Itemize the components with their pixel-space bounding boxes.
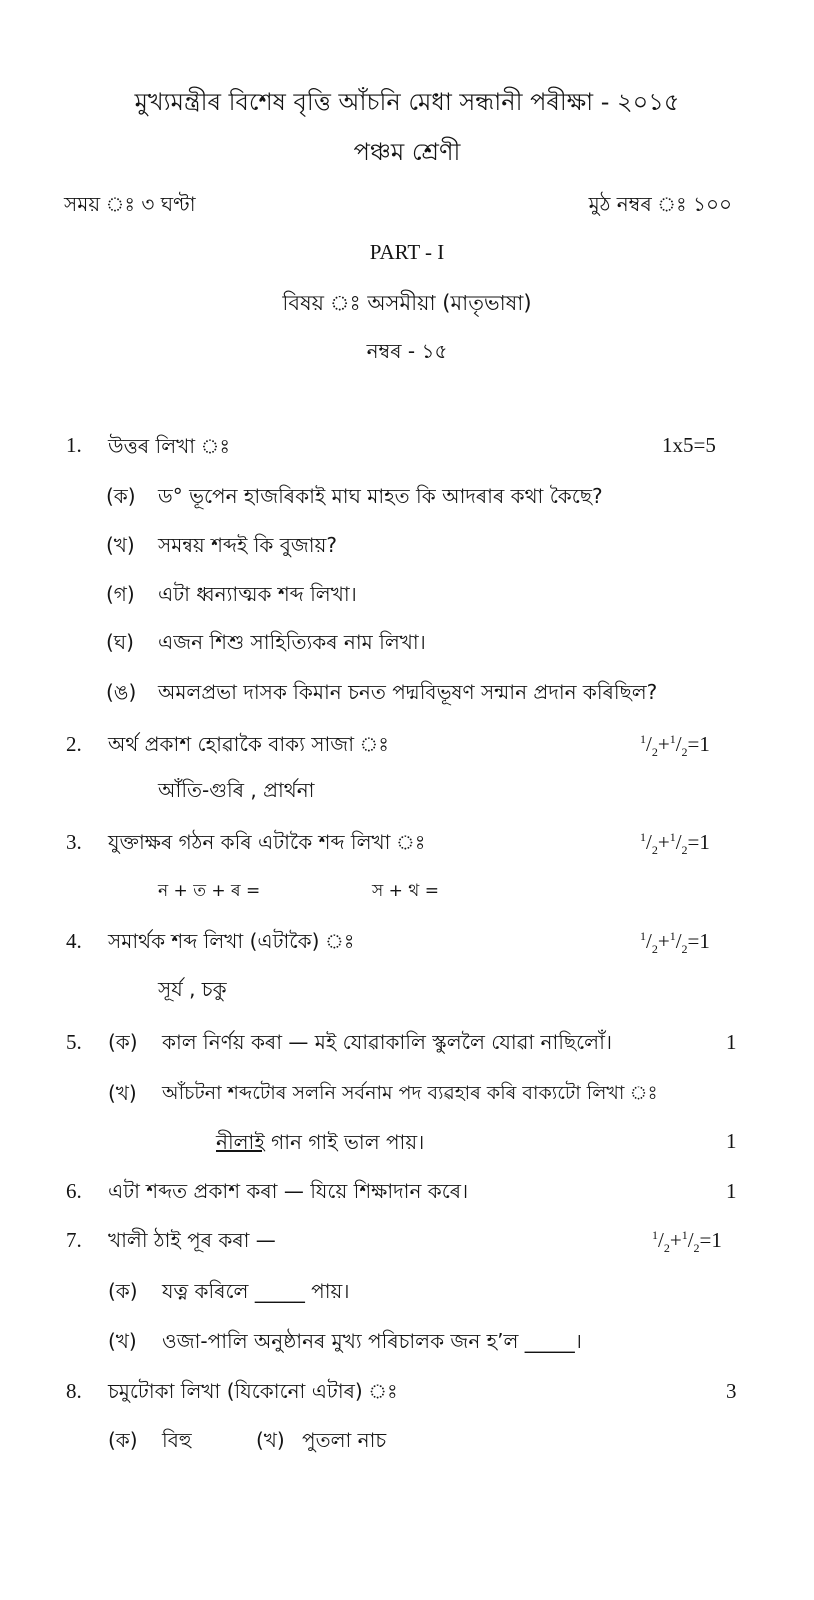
question-marks: $^1/_2+^1/_2=1$ (652, 1228, 722, 1256)
question-text: চমুটোকা লিখা (যিকোনো এটাৰ) ঃ (108, 1379, 398, 1403)
sub-label: (ক) (108, 1428, 138, 1452)
given-words: সূৰ্য , চকু (158, 977, 227, 1001)
question-text: যুক্তাক্ষৰ গঠন কৰি এটাকৈ শব্দ লিখা ঃ (108, 830, 426, 854)
sub-question: পুতলা নাচ (302, 1428, 387, 1452)
question-number: 7. (66, 1228, 82, 1252)
question-marks: 1 (726, 1129, 737, 1153)
sub-question: যত্ন কৰিলে _____ পায়। (162, 1279, 350, 1303)
subject-label: বিষয় ঃ অসমীয়া (মাতৃভাষা) (282, 291, 532, 315)
question-text: সমাৰ্থক শব্দ লিখা (এটাকৈ) ঃ (108, 929, 355, 953)
question-text: খালী ঠাই পূৰ কৰা — (108, 1228, 276, 1252)
question-marks: $^1/_2+^1/_2=1$ (640, 929, 710, 957)
exam-title: মুখ্যমন্ত্ৰীৰ বিশেষ বৃত্তি আঁচনি মেধা সন্ধানী পৰীক্ষা - ২০১৫ (134, 88, 680, 116)
question-text: উত্তৰ লিখা ঃ (108, 434, 230, 458)
question-marks: 1 (726, 1030, 737, 1054)
sub-label: (খ) (108, 1329, 137, 1353)
question-marks: 3 (726, 1379, 737, 1403)
sub-label: (ক) (108, 1030, 138, 1054)
underlined-word: নীলাই (216, 1130, 265, 1154)
sub-question: এটা ধ্বন্যাত্মক শব্দ লিখা। (158, 582, 357, 606)
sub-question: কাল নিৰ্ণয় কৰা — মই যোৱাকালি স্কুললৈ যোৱা নাছিলোঁ। (162, 1030, 613, 1054)
question-marks: 1x5=5 (662, 433, 716, 457)
sub-question: ওজা-পালি অনুষ্ঠানৰ মুখ্য পৰিচালক জন হ’ল _____। (162, 1329, 582, 1353)
sub-question: অমলপ্ৰভা দাসক কিমান চনত পদ্মবিভূষণ সন্মান প্ৰদান কৰিছিল? (158, 680, 658, 704)
question-marks: $^1/_2+^1/_2=1$ (640, 830, 710, 858)
conjunct-right: স + থ = (372, 881, 439, 901)
sub-question: এজন শিশু সাহিত্যিকৰ নাম লিখা। (158, 630, 426, 654)
sub-label: (ঘ) (106, 630, 134, 654)
question-number: 2. (66, 732, 82, 756)
sub-question: বিহু (162, 1428, 192, 1452)
question-number: 6. (66, 1179, 82, 1203)
sub-label: (খ) (108, 1081, 137, 1105)
question-marks: $^1/_2+^1/_2=1$ (640, 732, 710, 760)
sub-question: আঁচটনা শব্দটোৰ সলনি সৰ্বনাম পদ ব্যৱহাৰ কৰি বাক্যটো লিখা ঃ (162, 1082, 658, 1104)
sub-label: (গ) (106, 582, 135, 606)
sub-label: (ক) (108, 1279, 138, 1303)
question-number: 5. (66, 1030, 82, 1054)
sub-label: (ক) (106, 484, 136, 508)
sub-question: সমন্বয় শব্দই কি বুজায়? (158, 533, 337, 557)
sub-label: (ঙ) (106, 680, 137, 704)
question-text: অৰ্থ প্ৰকাশ হোৱাকৈ বাক্য সাজা ঃ (108, 732, 389, 756)
conjunct-left: ন + ত + ৰ = (158, 881, 261, 901)
question-number: 4. (66, 929, 82, 953)
question-number: 1. (66, 433, 82, 457)
example-sentence: নীলাই গান গাই ভাল পায়। (216, 1130, 425, 1154)
given-words: আঁতি-গুৰি , প্ৰাৰ্থনা (158, 778, 315, 802)
sub-label: (খ) (256, 1428, 285, 1452)
question-text: এটা শব্দত প্ৰকাশ কৰা — যিয়ে শিক্ষাদান কৰে। (108, 1179, 469, 1203)
exam-time: সময় ঃ ৩ ঘণ্টা (64, 192, 196, 216)
sub-question: ড° ভূপেন হাজৰিকাই মাঘ মাহত কি আদৰাৰ কথা কৈছে? (158, 484, 603, 508)
total-marks: মুঠ নম্বৰ ঃ ১০০ (588, 192, 732, 216)
section-marks: নম্বৰ - ১৫ (366, 339, 448, 363)
question-number: 3. (66, 830, 82, 854)
class-name: পঞ্চম শ্ৰেণী (353, 138, 461, 166)
part-label: PART - I (369, 240, 445, 264)
sub-label: (খ) (106, 533, 135, 557)
question-number: 8. (66, 1379, 82, 1403)
question-marks: 1 (726, 1179, 737, 1203)
